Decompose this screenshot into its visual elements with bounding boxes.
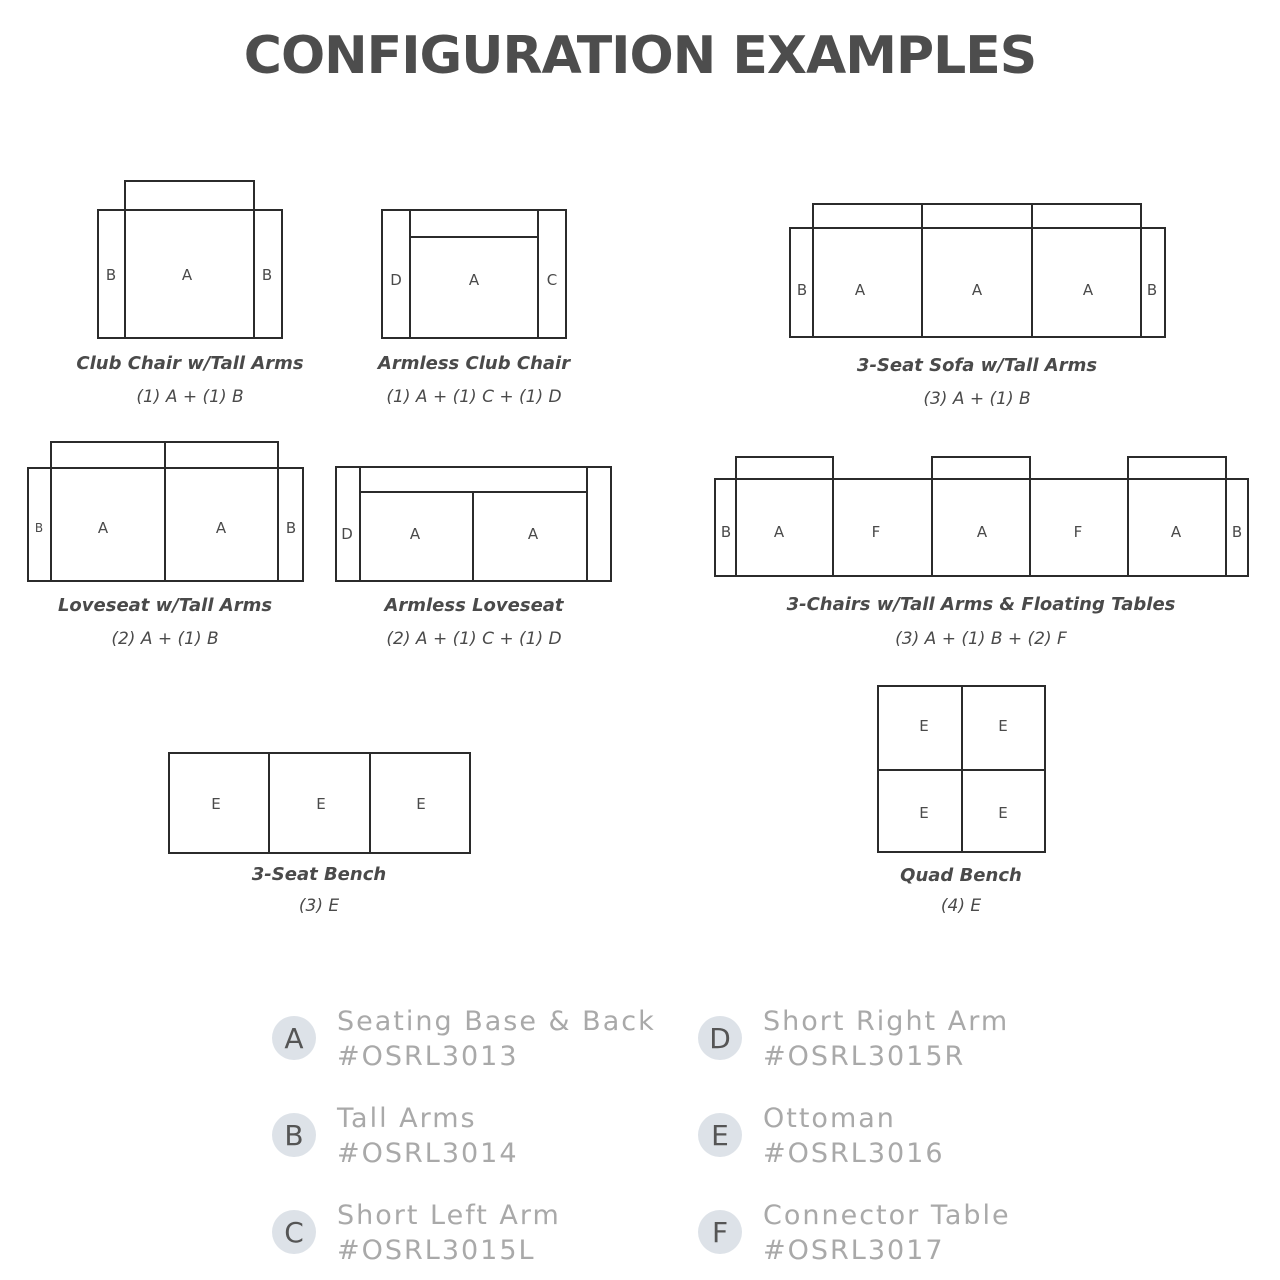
piece-back	[922, 204, 1032, 228]
legend-part-name: Ottoman	[763, 1103, 896, 1134]
legend-part-name: Tall Arms	[337, 1103, 477, 1134]
legend-badge: E	[698, 1113, 742, 1157]
piece-label: E	[316, 795, 326, 813]
config-formula: (1) A + (1) B	[136, 387, 244, 407]
piece-label: B	[261, 266, 273, 284]
piece-back	[813, 204, 922, 228]
config-formula: (4) E	[940, 896, 982, 916]
piece-back	[51, 442, 165, 468]
piece-label: A	[1170, 523, 1182, 541]
piece-label: B	[285, 519, 297, 537]
piece-f	[833, 479, 932, 576]
piece-label: A	[976, 523, 988, 541]
piece-label: D	[390, 271, 402, 289]
piece-label: A	[527, 525, 539, 543]
config-club-chair-tall-arms	[76, 181, 303, 407]
legend-part-code: #OSRL3014	[337, 1138, 519, 1169]
piece-back	[1032, 204, 1141, 228]
piece-back	[410, 210, 538, 237]
piece-label: A	[409, 525, 421, 543]
piece-back	[932, 457, 1030, 479]
legend-item-d	[698, 1004, 1009, 1074]
piece-label: A	[181, 266, 193, 284]
piece-d	[336, 467, 360, 581]
config-armless-loveseat	[336, 467, 611, 649]
config-armless-club-chair	[376, 210, 571, 407]
piece-label: D	[341, 525, 353, 543]
piece-back	[1128, 457, 1226, 479]
piece-a	[813, 228, 922, 337]
config-formula: (2) A + (1) C + (1) D	[386, 629, 562, 649]
piece-label: E	[998, 804, 1008, 822]
config-name: 3-Seat Sofa w/Tall Arms	[856, 355, 1098, 376]
piece-a	[736, 479, 833, 576]
legend-item-c	[272, 1198, 561, 1268]
legend-item-b	[272, 1101, 519, 1171]
legend-part-code: #OSRL3017	[763, 1235, 945, 1266]
piece-label: E	[998, 717, 1008, 735]
legend-item-e	[698, 1101, 945, 1171]
config-name: 3-Seat Bench	[251, 864, 387, 885]
config-name: Club Chair w/Tall Arms	[76, 353, 304, 374]
piece-label: E	[416, 795, 426, 813]
legend-part-name: Connector Table	[763, 1200, 1011, 1231]
piece-label: B	[1146, 281, 1158, 299]
legend-part-code: #OSRL3013	[337, 1041, 519, 1072]
config-3-chairs-floating-tables	[715, 457, 1248, 649]
legend-part-name: Seating Base & Back	[337, 1006, 656, 1037]
legend-item-a	[272, 1004, 656, 1074]
page-title: CONFIGURATION EXAMPLES	[243, 26, 1037, 86]
piece-label: B	[105, 266, 117, 284]
piece-label: F	[1073, 523, 1083, 541]
config-name: Loveseat w/Tall Arms	[57, 595, 273, 616]
legend-badge: D	[698, 1016, 742, 1060]
config-name: Armless Club Chair	[377, 353, 571, 374]
legend-badge: F	[698, 1210, 742, 1254]
piece-label: F	[871, 523, 881, 541]
piece-label: E	[919, 804, 929, 822]
legend-badge: A	[272, 1016, 316, 1060]
config-3-seat-bench	[169, 753, 470, 916]
piece-label: A	[1082, 281, 1094, 299]
config-formula: (2) A + (1) B	[111, 629, 219, 649]
config-formula: (3) A + (1) B	[923, 389, 1031, 409]
piece-label: A	[215, 519, 227, 537]
piece-back	[125, 181, 254, 210]
legend-badge: C	[272, 1210, 316, 1254]
config-formula: (1) A + (1) C + (1) D	[386, 387, 562, 407]
legend-part-code: #OSRL3015L	[337, 1235, 536, 1266]
legend-part-name: Short Left Arm	[337, 1200, 561, 1231]
piece-label: A	[854, 281, 866, 299]
piece-label: A	[773, 523, 785, 541]
config-loveseat-tall-arms	[28, 442, 303, 649]
config-quad-bench	[878, 686, 1045, 916]
piece-label: B	[796, 281, 808, 299]
piece-c	[587, 467, 611, 581]
legend-item-f	[698, 1198, 1011, 1268]
legend-part-code: #OSRL3016	[763, 1138, 945, 1169]
piece-back	[165, 442, 278, 468]
config-name: 3-Chairs w/Tall Arms & Floating Tables	[786, 594, 1176, 615]
config-name: Armless Loveseat	[384, 595, 564, 616]
piece-label: A	[468, 271, 480, 289]
legend-part-name: Short Right Arm	[763, 1006, 1010, 1037]
legend-part-code: #OSRL3015R	[763, 1041, 966, 1072]
piece-label: B	[720, 523, 732, 541]
piece-label: A	[971, 281, 983, 299]
piece-label: A	[97, 519, 109, 537]
config-formula: (3) A + (1) B + (2) F	[895, 629, 1067, 649]
piece-label: C	[546, 271, 558, 289]
piece-label: E	[919, 717, 929, 735]
piece-back	[736, 457, 833, 479]
piece-label: E	[211, 795, 221, 813]
legend-badge: B	[272, 1113, 316, 1157]
config-name: Quad Bench	[900, 865, 1022, 886]
piece-label: B	[1231, 523, 1243, 541]
piece-back	[360, 467, 587, 492]
piece-label: B	[34, 521, 44, 535]
config-3-seat-sofa-tall-arms	[790, 204, 1165, 409]
config-formula: (3) E	[298, 896, 340, 916]
